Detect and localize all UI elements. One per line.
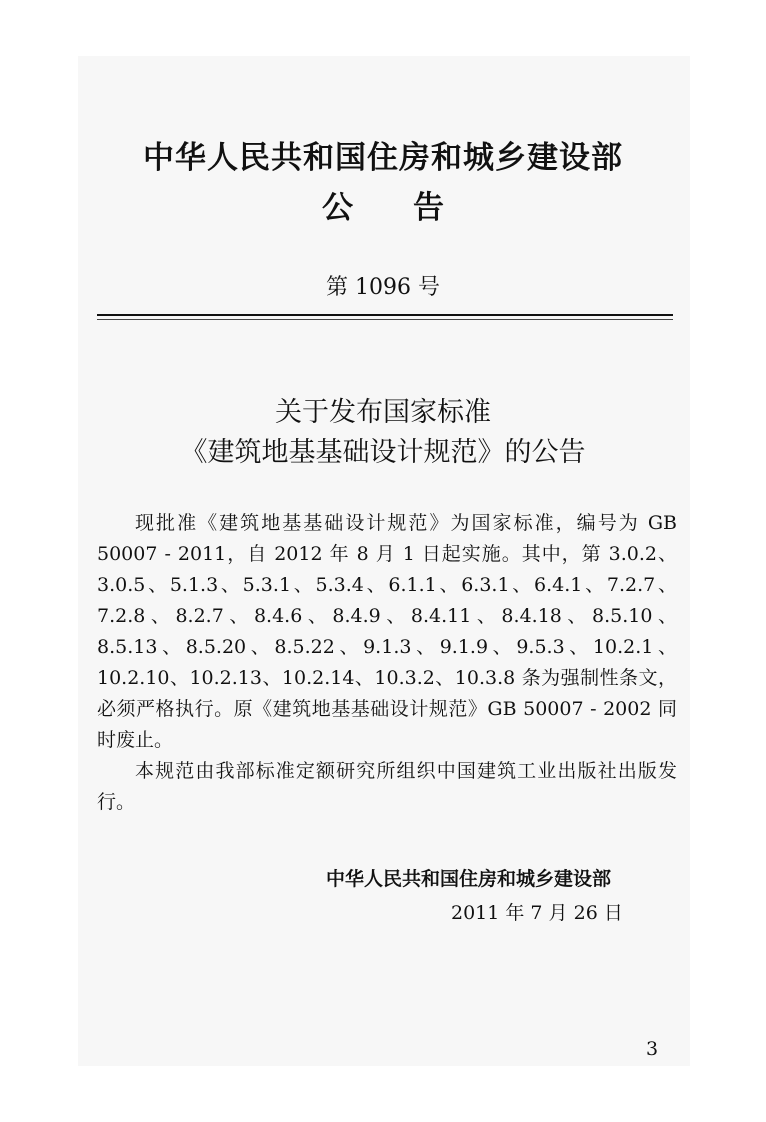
body-paragraph-1: 现批准《建筑地基基础设计规范》为国家标准，编号为 GB 50007 - 2011，自 2012 年 8 月 1 日起实施。其中，第 3.0.2、3.0.5、5.1.3、5.3.1、5.3.4、6.1.1、6.3.1、6.4.1、7.2.7、7.2.8、8.2.7、8.4.6、8.4.9、8.4.11、8.4.18、8.5.10、8.5.13、8.5.20、8.5.22、9.1.3、9.1.9、9.5.3、10.2.1、10.2.10、10.2.13、10.2.14、10.3.2、10.3.8 条为强制性条文，必须严格执行。原《建筑地基基础设计规范》GB 50007 - 2002 同时废止。: [97, 512, 677, 751]
body-paragraph-2: 本规范由我部标准定额研究所组织中国建筑工业出版社出版发行。: [97, 760, 677, 813]
header-divider-thin: [97, 319, 673, 320]
signature-date: 2011 年 7 月 26 日: [451, 902, 623, 924]
announcement-body: [97, 508, 677, 818]
announcement-heading-line-2: 《建筑地基基础设计规范》的公告: [180, 437, 586, 468]
signature-issuer: 中华人民共和国住房和城乡建设部: [326, 868, 612, 890]
header-divider-thick: [97, 314, 673, 316]
notice-title: 公告: [322, 190, 504, 226]
document-number: 第 1096 号: [326, 275, 440, 300]
announcement-heading-line-1: 关于发布国家标准: [275, 397, 491, 428]
page-number: 3: [646, 1038, 659, 1060]
issuer-title: 中华人民共和国住房和城乡建设部: [143, 140, 623, 176]
